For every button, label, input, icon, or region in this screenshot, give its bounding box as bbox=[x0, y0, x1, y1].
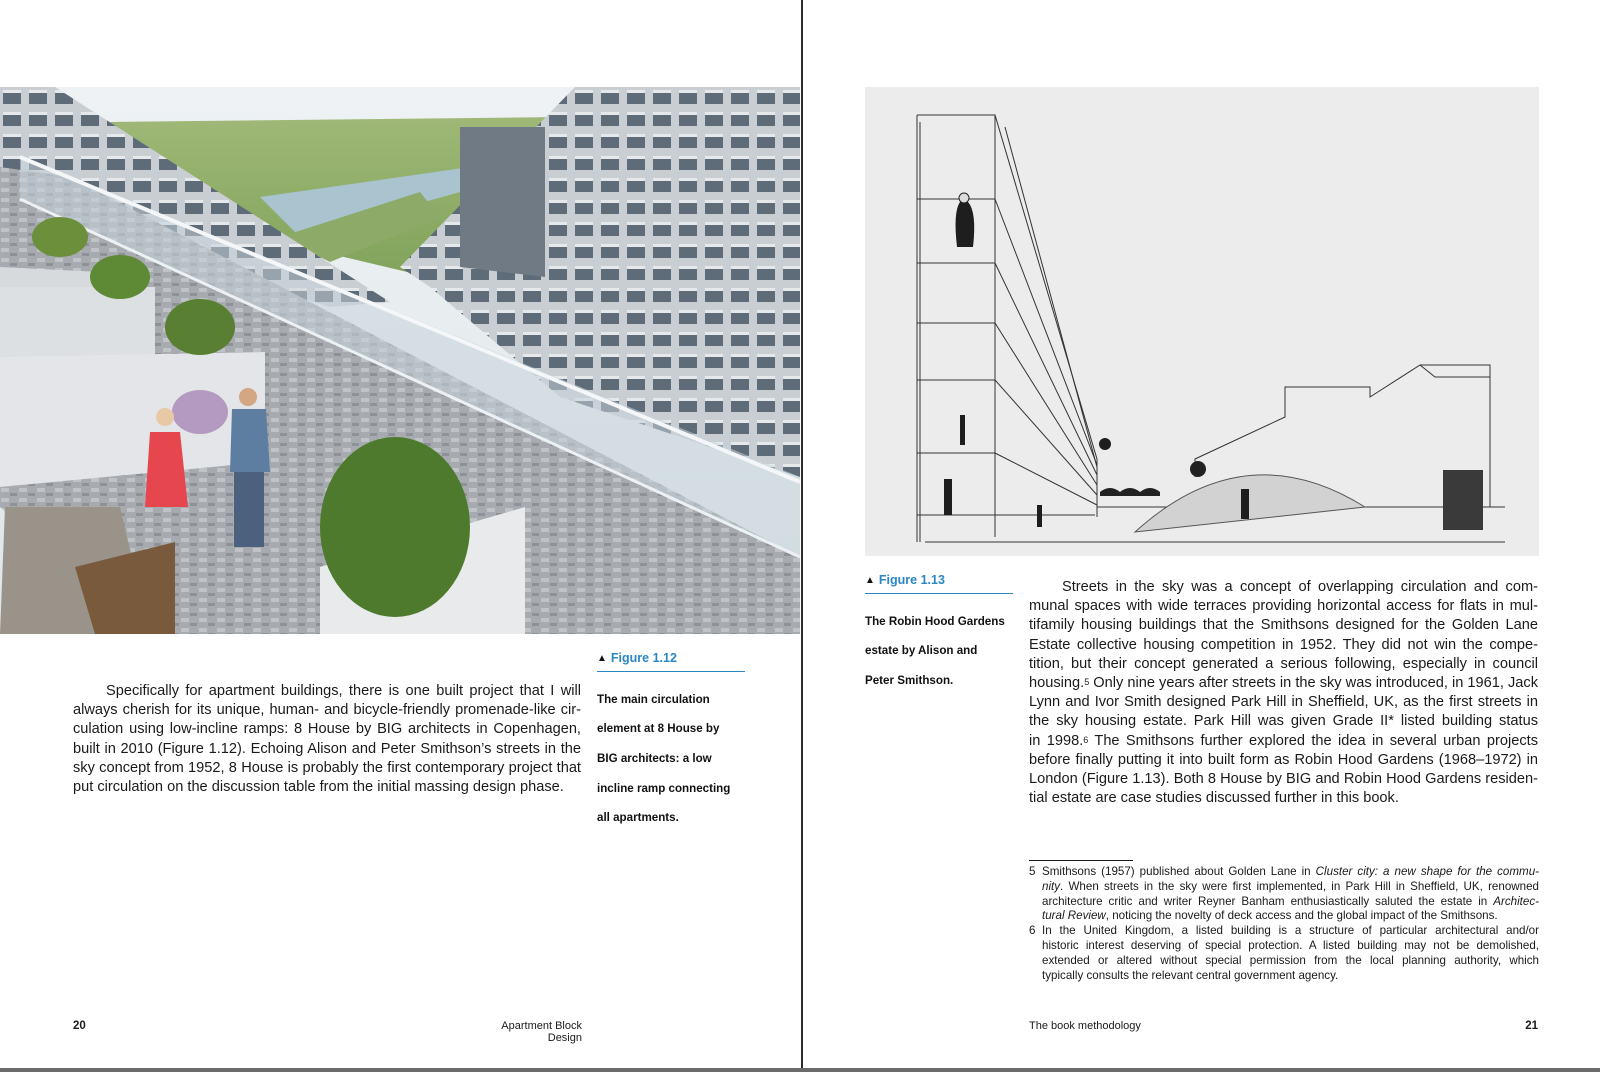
italic-title: tural Review bbox=[1042, 909, 1106, 923]
footnote-line bbox=[1042, 954, 1539, 969]
text-run: Lynn and Ivor Smith designed Park Hill in Sheffield, UK, as the first streets in bbox=[1029, 694, 1538, 711]
right-body-paragraph bbox=[1029, 578, 1538, 808]
text-line: Specifically for apartment buildings, there is one built project that I will bbox=[106, 683, 581, 699]
photo-8-house-illustration bbox=[0, 87, 800, 634]
caption-line: estate by Alison and bbox=[865, 644, 978, 658]
caption-line: incline ramp connecting bbox=[597, 781, 731, 795]
text-line: sky concept from 1952, 8 House is probably the first contemporary project that bbox=[73, 759, 581, 776]
text-run: Estate collective housing competition in 1952. They did not win the compe- bbox=[1029, 636, 1538, 653]
text-run: typically consults the relevant central government agency. bbox=[1042, 968, 1339, 982]
triangle-up-icon: ▲ bbox=[865, 575, 875, 586]
footnote-reference[interactable]: 5 bbox=[1084, 676, 1090, 687]
text-line bbox=[1029, 636, 1538, 655]
figure-1-12-caption bbox=[597, 650, 745, 841]
page-number-left: 20 bbox=[73, 1020, 86, 1032]
text-run: housing. bbox=[1029, 674, 1085, 691]
text-run: Smithsons (1957) published about Golden Lane in bbox=[1042, 865, 1316, 878]
text-line: culation using low-incline ramps: 8 House by BIG architects in Copenhagen, bbox=[73, 721, 581, 738]
text-run: In the United Kingdom, a listed building is a structure of particular architectural and/or bbox=[1042, 924, 1539, 938]
footnote-number: 5 bbox=[1029, 865, 1036, 878]
text-run: The Smithsons further explored the idea in several urban projects bbox=[1088, 732, 1538, 749]
italic-title: Architec- bbox=[1493, 894, 1539, 908]
text-run: extended or altered without special permission from the local planning authority, which bbox=[1042, 953, 1539, 967]
text-line bbox=[1029, 693, 1538, 712]
text-run: Only nine years after streets in the sky was introduced, in 1961, Jack bbox=[1089, 674, 1538, 691]
text-run: the sky housing estate. Park Hill was given Grade II* listed building status bbox=[1029, 713, 1538, 730]
text-line bbox=[1029, 655, 1538, 674]
triangle-up-icon: ▲ bbox=[597, 653, 607, 664]
figure-1-13-caption bbox=[865, 572, 1013, 704]
running-head-left: Apartment Block Design bbox=[501, 1020, 582, 1044]
text-run: before finally putting it into built form as Robin Hood Gardens (1968–1972) in bbox=[1029, 751, 1538, 768]
figure-label bbox=[865, 572, 1013, 594]
left-body-paragraph bbox=[73, 682, 581, 797]
footnote-line bbox=[1042, 969, 1539, 984]
page-spine-divider bbox=[801, 0, 803, 1068]
text-line: always cherish for its unique, human- and bicycle-friendly promenade-like cir- bbox=[73, 702, 581, 719]
footnote-rule bbox=[1029, 860, 1133, 861]
caption-line: Peter Smithson. bbox=[865, 673, 954, 687]
caption-line: element at 8 House by bbox=[597, 722, 720, 736]
bottom-edge-bar bbox=[0, 1068, 1600, 1072]
text-run: . When streets in the sky were first implemented, in Park Hill in Sheffield, UK, renowned bbox=[1060, 879, 1539, 893]
figure-number: Figure 1.13 bbox=[878, 573, 945, 587]
figure-caption-text bbox=[597, 678, 745, 841]
text-line bbox=[1029, 674, 1538, 693]
italic-title: Cluster city: a new shape for the commu- bbox=[1315, 865, 1539, 878]
footnote-6 bbox=[1029, 924, 1539, 983]
figure-label bbox=[597, 650, 745, 672]
text-run: munal spaces with wide terraces providing horizontal access for flats in mul- bbox=[1029, 598, 1538, 615]
text-run: tition, but their concept generated a serious following, especially in council bbox=[1029, 655, 1538, 672]
italic-title: nity bbox=[1042, 879, 1061, 893]
text-line bbox=[1029, 732, 1538, 751]
running-head-right: The book methodology bbox=[1029, 1020, 1141, 1032]
page-number-right: 21 bbox=[1525, 1020, 1538, 1032]
footnote-line bbox=[1042, 924, 1539, 939]
caption-line: The main circulation bbox=[597, 692, 710, 706]
text-run: in 1998. bbox=[1029, 732, 1084, 749]
footnotes bbox=[1029, 865, 1539, 983]
figure-caption-text bbox=[865, 600, 1013, 704]
text-line bbox=[1029, 597, 1538, 616]
figure-1-13-drawing bbox=[865, 87, 1539, 556]
text-line: put circulation on the discussion table from the initial massing design phase. bbox=[73, 778, 564, 795]
text-run: tial estate are case studies discussed further in this book. bbox=[1029, 790, 1399, 807]
footnote-number: 6 bbox=[1029, 924, 1036, 938]
text-run: , noticing the novelty of deck access and the global impact of the Smithsons. bbox=[1105, 909, 1498, 923]
text-line bbox=[1029, 789, 1538, 808]
caption-line: The Robin Hood Gardens bbox=[865, 614, 1005, 628]
text-run: architecture critic and writer Reyner Banham enthusiastically saluted the estate in bbox=[1042, 894, 1494, 908]
caption-line: BIG architects: a low bbox=[597, 751, 712, 765]
text-line bbox=[1029, 751, 1538, 770]
footnote-5 bbox=[1029, 865, 1539, 924]
footnote-line bbox=[1042, 909, 1539, 924]
footnote-reference[interactable]: 6 bbox=[1083, 734, 1089, 745]
text-run: Streets in the sky was a concept of overlapping circulation and com- bbox=[1062, 579, 1538, 595]
text-line bbox=[1029, 770, 1538, 789]
text-line bbox=[1029, 712, 1538, 731]
footnote-line bbox=[1042, 895, 1539, 910]
footnote-line bbox=[1042, 880, 1539, 895]
text-line bbox=[1029, 578, 1538, 597]
text-line bbox=[1029, 616, 1538, 635]
figure-1-12-photo bbox=[0, 87, 800, 634]
footnote-line bbox=[1042, 939, 1539, 954]
text-line: built in 2010 (Figure 1.12). Echoing Alison and Peter Smithson’s streets in the bbox=[73, 740, 581, 757]
text-run: tifamily housing buildings that the Smithsons designed for the Golden Lane bbox=[1029, 617, 1538, 634]
footnote-line bbox=[1042, 865, 1539, 880]
drawing-robin-hood-gardens-illustration bbox=[865, 87, 1539, 556]
caption-line: all apartments. bbox=[597, 811, 679, 825]
text-run: historic interest deserving of special protection. A listed building may not be demolished, bbox=[1042, 938, 1539, 952]
text-run: London (Figure 1.13). Both 8 House by BIG and Robin Hood Gardens residen- bbox=[1029, 770, 1538, 787]
figure-number: Figure 1.12 bbox=[610, 651, 677, 665]
